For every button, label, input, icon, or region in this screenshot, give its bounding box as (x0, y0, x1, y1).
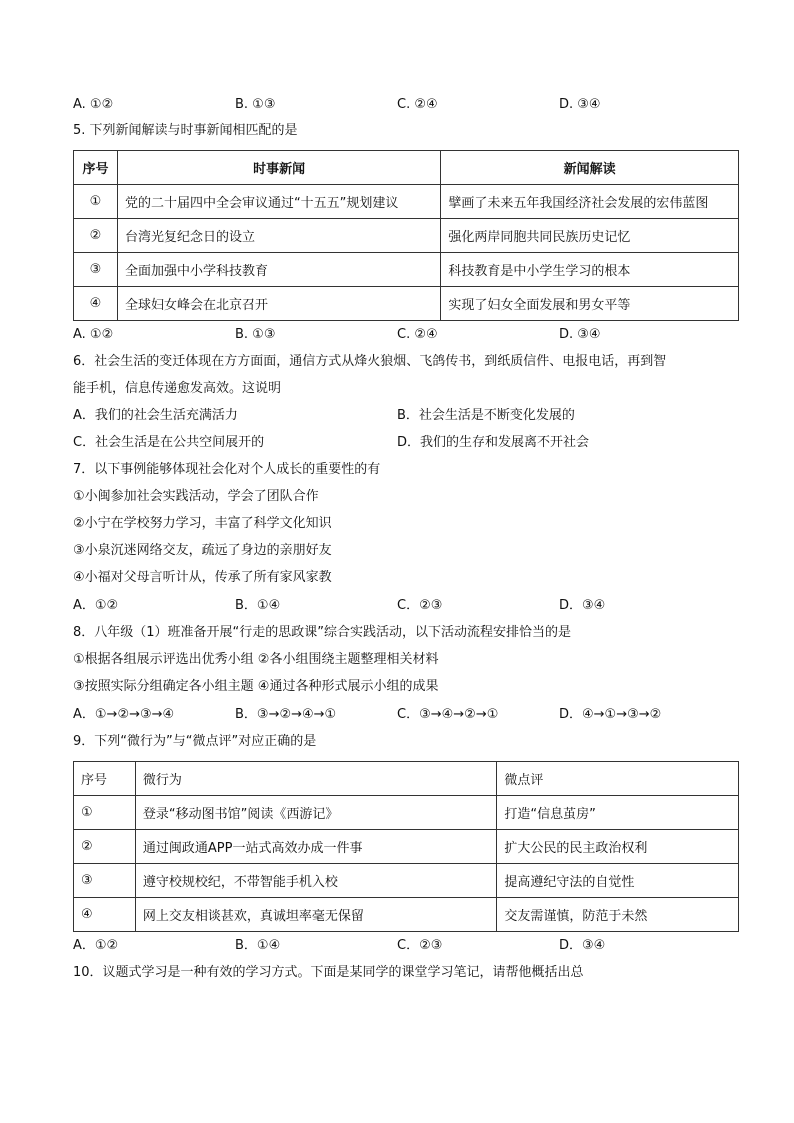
option-c: C. ②④ (397, 327, 438, 342)
q10-stem: 10．议题式学习是一种有效的学习方式。下面是某同学的课堂学习笔记，请帮他概括出总 (73, 965, 584, 980)
table-cell: 擘画了未来五年我国经济社会发展的宏伟蓝图 (441, 185, 739, 219)
option-b: B．③→②→④→① (235, 707, 337, 722)
table-header: 新闻解读 (441, 151, 739, 185)
table-cell: 遵守校规校纪，不带智能手机入校 (135, 864, 496, 898)
q5-stem: 5. 下列新闻解读与时事新闻相匹配的是 (73, 123, 298, 138)
q8-item: ①根据各组展示评选出优秀小组 ②各小组围绕主题整理相关材料 (73, 652, 439, 667)
q7-item: ②小宁在学校努力学习，丰富了科学文化知识 (73, 516, 332, 531)
table-row (74, 898, 739, 932)
table-cell: 科技教育是中小学生学习的根本 (441, 253, 739, 287)
q9-options (73, 937, 743, 955)
table-cell: 台湾光复纪念日的设立 (117, 219, 440, 253)
table-row (74, 796, 739, 830)
option-c: C．②③ (397, 938, 443, 953)
q6-options-row1 (73, 407, 743, 425)
table-cell: ③ (74, 253, 118, 287)
table-row (74, 253, 739, 287)
q8-item: ③按照实际分组确定各小组主题 ④通过各种形式展示小组的成果 (73, 679, 439, 694)
table-row (74, 219, 739, 253)
option-d: D．③④ (559, 598, 606, 613)
q9-stem: 9．下列“微行为”与“微点评”对应正确的是 (73, 734, 317, 749)
option-b: B．社会生活是不断变化发展的 (397, 408, 575, 423)
option-a: A．我们的社会生活充满活力 (73, 408, 238, 423)
option-d: D．我们的生存和发展离不开社会 (397, 435, 590, 450)
table-header-row (74, 762, 739, 796)
q7-item: ①小闽参加社会实践活动，学会了团队合作 (73, 489, 319, 504)
option-b: B. ①③ (235, 327, 276, 342)
table-cell: ② (74, 219, 118, 253)
option-a: A．①② (73, 598, 119, 613)
q6-stem-line2: 能手机，信息传递愈发高效。这说明 (73, 381, 282, 396)
q7-item: ③小泉沉迷网络交友，疏远了身边的亲朋好友 (73, 543, 332, 558)
table-cell: 强化两岸同胞共同民族历史记忆 (441, 219, 739, 253)
table-cell: 提高遵纪守法的自觉性 (497, 864, 739, 898)
table-cell: 打造“信息茧房” (497, 796, 739, 830)
q9-table (73, 761, 739, 932)
option-c: C．社会生活是在公共空间展开的 (73, 435, 265, 450)
table-cell: 实现了妇女全面发展和男女平等 (441, 287, 739, 321)
table-cell: ① (74, 185, 118, 219)
table-cell: ② (74, 830, 136, 864)
q5-table (73, 150, 739, 321)
table-cell: 网上交友相谈甚欢，真诚坦率毫无保留 (135, 898, 496, 932)
q7-stem: 7．以下事例能够体现社会化对个人成长的重要性的有 (73, 462, 381, 477)
table-row (74, 830, 739, 864)
table-cell: 党的二十届四中全会审议通过“十五五”规划建议 (117, 185, 440, 219)
option-a: A. ①② (73, 97, 114, 112)
table-header: 微点评 (497, 762, 739, 796)
table-header: 序号 (74, 762, 136, 796)
table-cell: 扩大公民的民主政治权利 (497, 830, 739, 864)
table-header: 微行为 (135, 762, 496, 796)
table-cell: ④ (74, 287, 118, 321)
option-d: D．③④ (559, 938, 606, 953)
option-a: A. ①② (73, 327, 114, 342)
table-cell: 全面加强中小学科技教育 (117, 253, 440, 287)
option-d: D. ③④ (559, 327, 601, 342)
q7-item: ④小福对父母言听计从，传承了所有家风家教 (73, 570, 332, 585)
table-header: 序号 (74, 151, 118, 185)
q6-options-row2 (73, 434, 743, 452)
option-b: B. ①③ (235, 97, 276, 112)
table-header-row (74, 151, 739, 185)
table-cell: 通过闽政通APP一站式高效办成一件事 (135, 830, 496, 864)
q4-options (73, 96, 743, 114)
option-a: A．①② (73, 938, 119, 953)
table-row (74, 185, 739, 219)
option-b: B．①④ (235, 938, 281, 953)
option-c: C．②③ (397, 598, 443, 613)
table-cell: ③ (74, 864, 136, 898)
option-c: C. ②④ (397, 97, 438, 112)
table-cell: 全球妇女峰会在北京召开 (117, 287, 440, 321)
table-cell: ④ (74, 898, 136, 932)
q5-options (73, 326, 743, 344)
option-b: B．①④ (235, 598, 281, 613)
option-a: A．①→②→③→④ (73, 707, 175, 722)
q6-stem-line1: 6．社会生活的变迁体现在方方面面，通信方式从烽火狼烟、飞鸽传书，到纸质信件、电报电话，再到智 (73, 354, 667, 369)
table-row (74, 287, 739, 321)
option-c: C．③→④→②→① (397, 707, 499, 722)
table-cell: ① (74, 796, 136, 830)
q8-options (73, 706, 743, 724)
q7-options (73, 597, 743, 615)
option-d: D．④→①→③→② (559, 707, 662, 722)
option-d: D. ③④ (559, 97, 601, 112)
table-cell: 登录“移动图书馆”阅读《西游记》 (135, 796, 496, 830)
table-header: 时事新闻 (117, 151, 440, 185)
table-cell: 交友需谨慎，防范于未然 (497, 898, 739, 932)
table-row (74, 864, 739, 898)
q8-stem: 8．八年级（1）班准备开展“行走的思政课”综合实践活动，以下活动流程安排恰当的是 (73, 625, 572, 640)
